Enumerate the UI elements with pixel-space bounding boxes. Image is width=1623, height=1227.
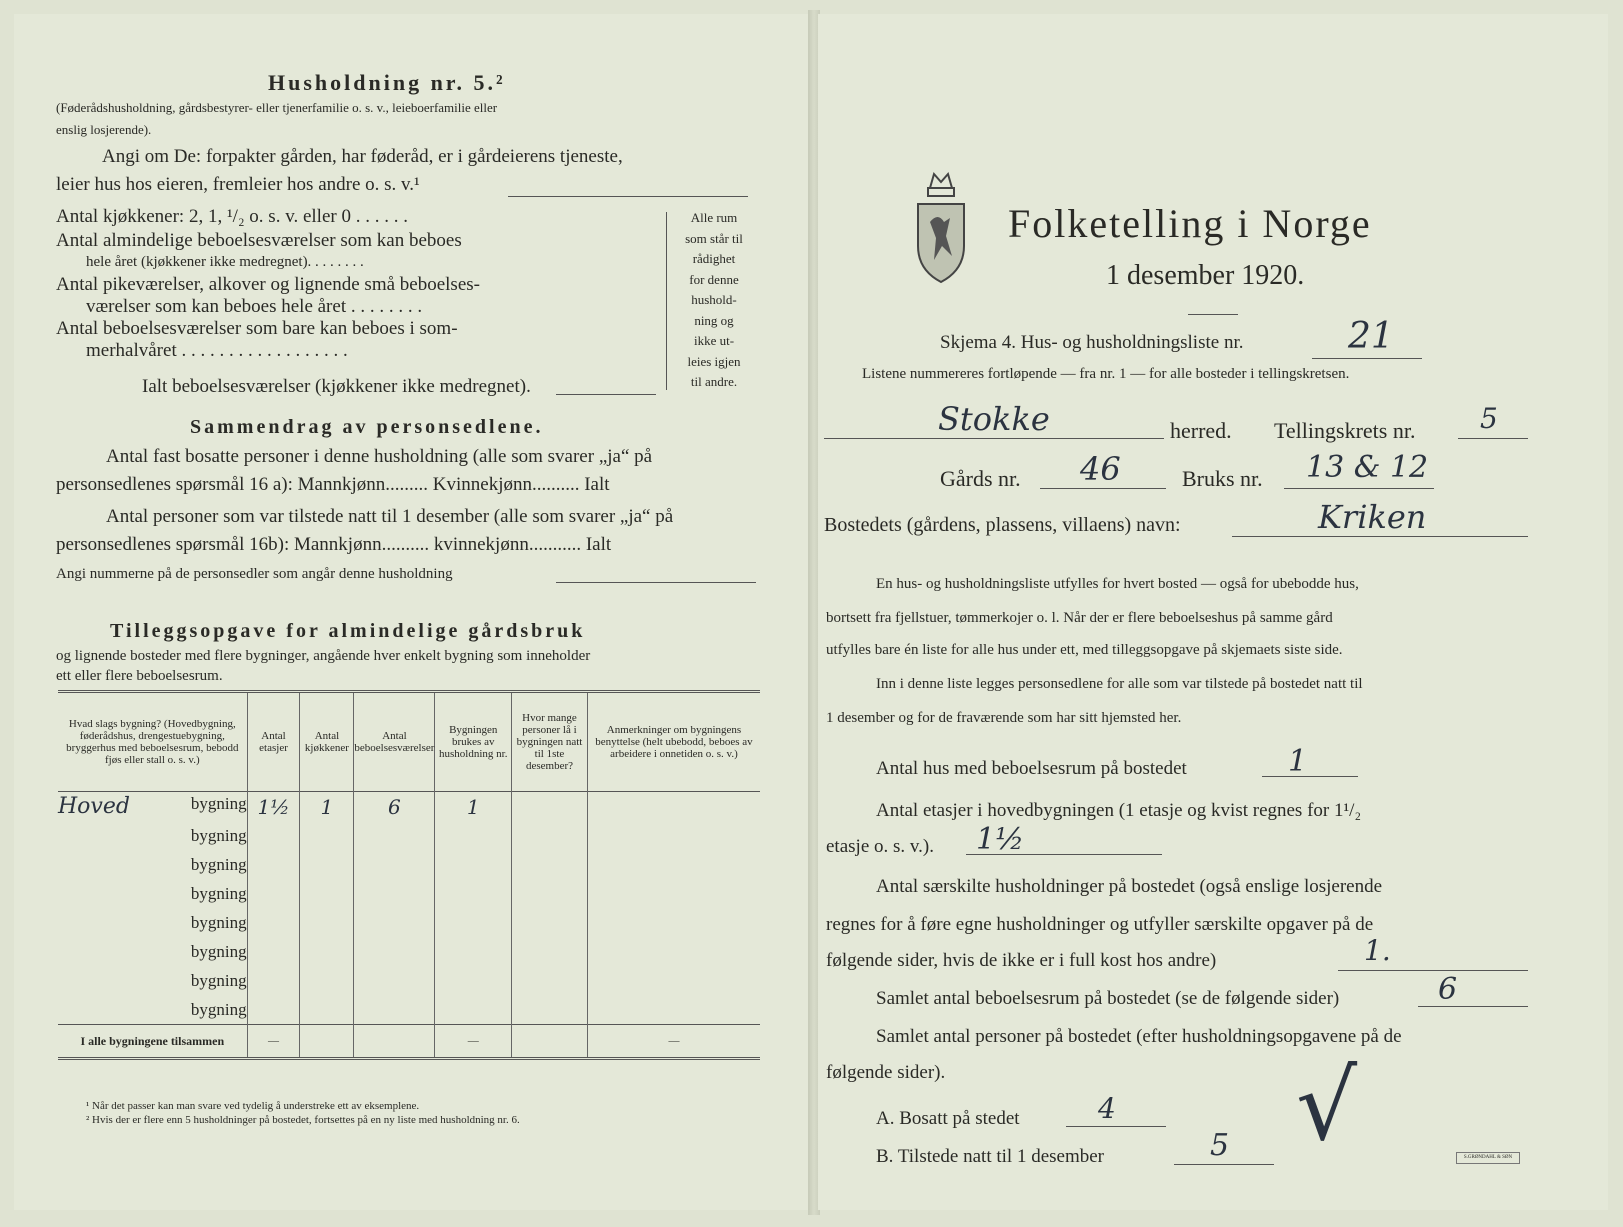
q-persons: Samlet antal personer på bostedet (efter husholdningsopgavene på de — [876, 1026, 1402, 1047]
bruks-number: 13 & 12 — [1306, 450, 1429, 485]
supplement-line-2: ett eller flere beboelsesrum. — [56, 668, 223, 684]
coat-of-arms-icon — [912, 166, 970, 286]
q-floors: Antal etasjer i hovedbygningen (1 etasje og kvist regnes for 1¹/₂ — [876, 800, 1362, 821]
cell-rooms: 6 — [354, 792, 435, 822]
table-row: bygning — [58, 880, 760, 909]
q-rooms: Samlet antal beboelsesrum på bostedet (se de følgende sider) — [876, 988, 1340, 1009]
header-floors: Antal etasjer — [247, 692, 300, 792]
angi-line-2: leier hus hos eieren, fremleier hos andre o. s. v.¹ — [56, 174, 420, 195]
table-row: bygning — [58, 996, 760, 1025]
listene-note: Listene nummereres fortløpende — fra nr. 1 — for alle bosteder i tellingskretsen. — [862, 366, 1350, 382]
q-households-2: regnes for å føre egne husholdninger og utfyller særskilte opgaver på de — [826, 914, 1374, 935]
a-households: 1. — [1364, 934, 1391, 967]
summer-rooms-row: Antal beboelsesværelser som bare kan beboes i som- — [56, 318, 458, 339]
table-row: bygning — [58, 822, 760, 851]
angi-line-1: Angi om De: forpakter gården, har føderåd, er i gårdeierens tjeneste, — [102, 146, 623, 167]
table-row: bygning — [58, 938, 760, 967]
q-households-3: følgende sider, hvis de ikke er i full kost hos andre) — [826, 950, 1217, 971]
summary-line-3: Antal personer som var tilstede natt til 1 desember (alle som svarer „ja“ på — [106, 506, 674, 527]
a-floors: 1½ — [976, 822, 1025, 857]
a-rooms: 6 — [1438, 972, 1458, 1007]
q-floors-2: etasje o. s. v.). — [826, 836, 934, 857]
herred-name: Stokke — [938, 400, 1050, 438]
bosted-label: Bostedets (gårdens, plassens, villaens) navn: — [824, 514, 1181, 536]
total-rooms-row: Ialt beboelsesværelser (kjøkkener ikke medregnet). — [142, 376, 531, 397]
rooms-row-2: hele året (kjøkkener ikke medregnet). . . . . . . . — [86, 254, 364, 270]
q-resident: A. Bosatt på stedet — [876, 1108, 1020, 1129]
summary-title: Sammendrag av personsedlene. — [190, 416, 544, 438]
instruction-1: En hus- og husholdningsliste utfylles for hvert bosted — også for ubebodde hus, — [876, 576, 1359, 592]
q-persons-2: følgende sider). — [826, 1062, 946, 1083]
q-present: B. Tilstede natt til 1 desember — [876, 1146, 1104, 1167]
instruction-3: utfylles bare én liste for alle hus under ett, med tilleggsopgave på skjemaets siste side. — [826, 642, 1343, 658]
instruction-5: 1 desember og for de fraværende som har sitt hjemsted her. — [826, 710, 1182, 726]
footnote-2: ² Hvis der er flere enn 5 husholdninger på bostedet, fortsettes på en ny liste med husholdning nr. 6. — [86, 1114, 520, 1126]
printer-stamp: S.GRØNDAHL & SØN — [1456, 1152, 1520, 1164]
table-header-row — [58, 692, 760, 792]
list-number: 21 — [1348, 316, 1394, 357]
footnote-1: ¹ Når det passer kan man svare ved tydelig å understreke ett av eksemplene. — [86, 1100, 420, 1112]
cell-floors: 1½ — [247, 792, 300, 822]
bruks-label: Bruks nr. — [1182, 466, 1263, 491]
krets-number: 5 — [1480, 402, 1498, 435]
household-title: Husholdning nr. 5.² — [268, 70, 506, 95]
gards-label: Gårds nr. — [940, 466, 1021, 491]
instruction-4: Inn i denne liste legges personsedlene for alle som var tilstede på bostedet natt til — [876, 676, 1363, 692]
a-resident: 4 — [1098, 1092, 1116, 1125]
census-date: 1 desember 1920. — [1106, 260, 1305, 291]
cell-kitchens: 1 — [300, 792, 354, 822]
instruction-2: bortsett fra fjellstuer, tømmerkojer o. l. Når der er flere beboelseshus på samme gård — [826, 610, 1333, 626]
summary-line-5: Angi nummerne på de personsedler som angår denne husholdning — [56, 566, 453, 582]
header-building-type: Hvad slags bygning? (Hovedbygning, føderådshus, drengestuebygning, bryggerhus med beboelsesrum, bebodd fjøs eller stall o. s. v.) — [66, 718, 239, 766]
gards-number: 46 — [1080, 450, 1121, 488]
small-rooms-row: Antal pikeværelser, alkover og lignende små beboelses- — [56, 274, 480, 295]
building-name: Hoved — [58, 794, 130, 820]
small-rooms-row-2: værelser som kan beboes hele året . . . . . . . . — [86, 296, 423, 317]
summary-line-4: personsedlenes spørsmål 16b): Mannkjønn.......... kvinnekjønn........... Ialt — [56, 534, 612, 555]
table-row: bygning — [58, 909, 760, 938]
table-total-row: I alle bygningene tilsammen — — — — [58, 1025, 760, 1059]
total-label: I alle bygningene tilsammen — [80, 1033, 225, 1048]
summer-rooms-row-2: merhalvåret . . . . . . . . . . . . . . . . . . — [86, 340, 348, 361]
cell-household: 1 — [435, 792, 512, 822]
table-row: bygning — [58, 967, 760, 996]
a-houses: 1 — [1288, 744, 1308, 779]
household-note-2: enslig losjerende). — [56, 122, 152, 137]
side-note: Alle rum som står til rådighet for denne hushold- ning og ikke ut- leies igjen til andre. — [685, 210, 743, 389]
herred-label: herred. — [1170, 418, 1232, 443]
kitchens-row: Antal kjøkkener: 2, 1, ¹/₂ o. s. v. eller 0 . . . . . . — [56, 206, 408, 227]
krets-label: Tellingskrets nr. — [1274, 418, 1416, 443]
buildings-table — [58, 690, 760, 1060]
table-row: bygning — [58, 851, 760, 880]
header-household: Bygningen brukes av husholdning nr. — [435, 692, 512, 792]
table-row: Hoved bygning 1½ 1 6 1 — [58, 792, 760, 822]
right-page — [818, 14, 1608, 1210]
rooms-row: Antal almindelige beboelsesværelser som kan beboes — [56, 230, 462, 251]
left-page — [14, 14, 810, 1210]
supplement-title: Tilleggsopgave for almindelige gårdsbruk — [110, 620, 586, 642]
bosted-name: Kriken — [1318, 498, 1427, 536]
check-mark: √ — [1296, 1050, 1358, 1162]
census-title: Folketelling i Norge — [1008, 201, 1372, 246]
header-remarks: Anmerkninger om bygningens benyttelse (helt ubebodd, beboes av arbeidere i onnetiden o. s. v.) — [587, 692, 760, 792]
q-households: Antal særskilte husholdninger på bostedet (også enslige losjerende — [876, 876, 1383, 897]
q-houses: Antal hus med beboelsesrum på bostedet — [876, 758, 1187, 779]
skjema-line: Skjema 4. Hus- og husholdningsliste nr. — [940, 332, 1244, 353]
header-persons: Hvor mange personer lå i bygningen natt til 1ste desember? — [512, 692, 588, 792]
household-note: (Føderådshusholdning, gårdsbestyrer- eller tjenerfamilie o. s. v., leieboerfamilie eller — [56, 100, 498, 115]
summary-line-1: Antal fast bosatte personer i denne husholdning (alle som svarer „ja“ på — [106, 446, 653, 467]
side-brace — [666, 212, 669, 390]
supplement-line-1: og lignende bosteder med flere bygninger, angående hver enkelt bygning som inneholder — [56, 648, 591, 664]
summary-line-2: personsedlenes spørsmål 16 a): Mannkjønn......... Kvinnekjønn.......... Ialt — [56, 474, 610, 495]
header-kitchens: Antal kjøkkener — [300, 692, 354, 792]
a-present: 5 — [1210, 1128, 1230, 1163]
header-rooms: Antal beboelsesværelser — [354, 692, 435, 792]
